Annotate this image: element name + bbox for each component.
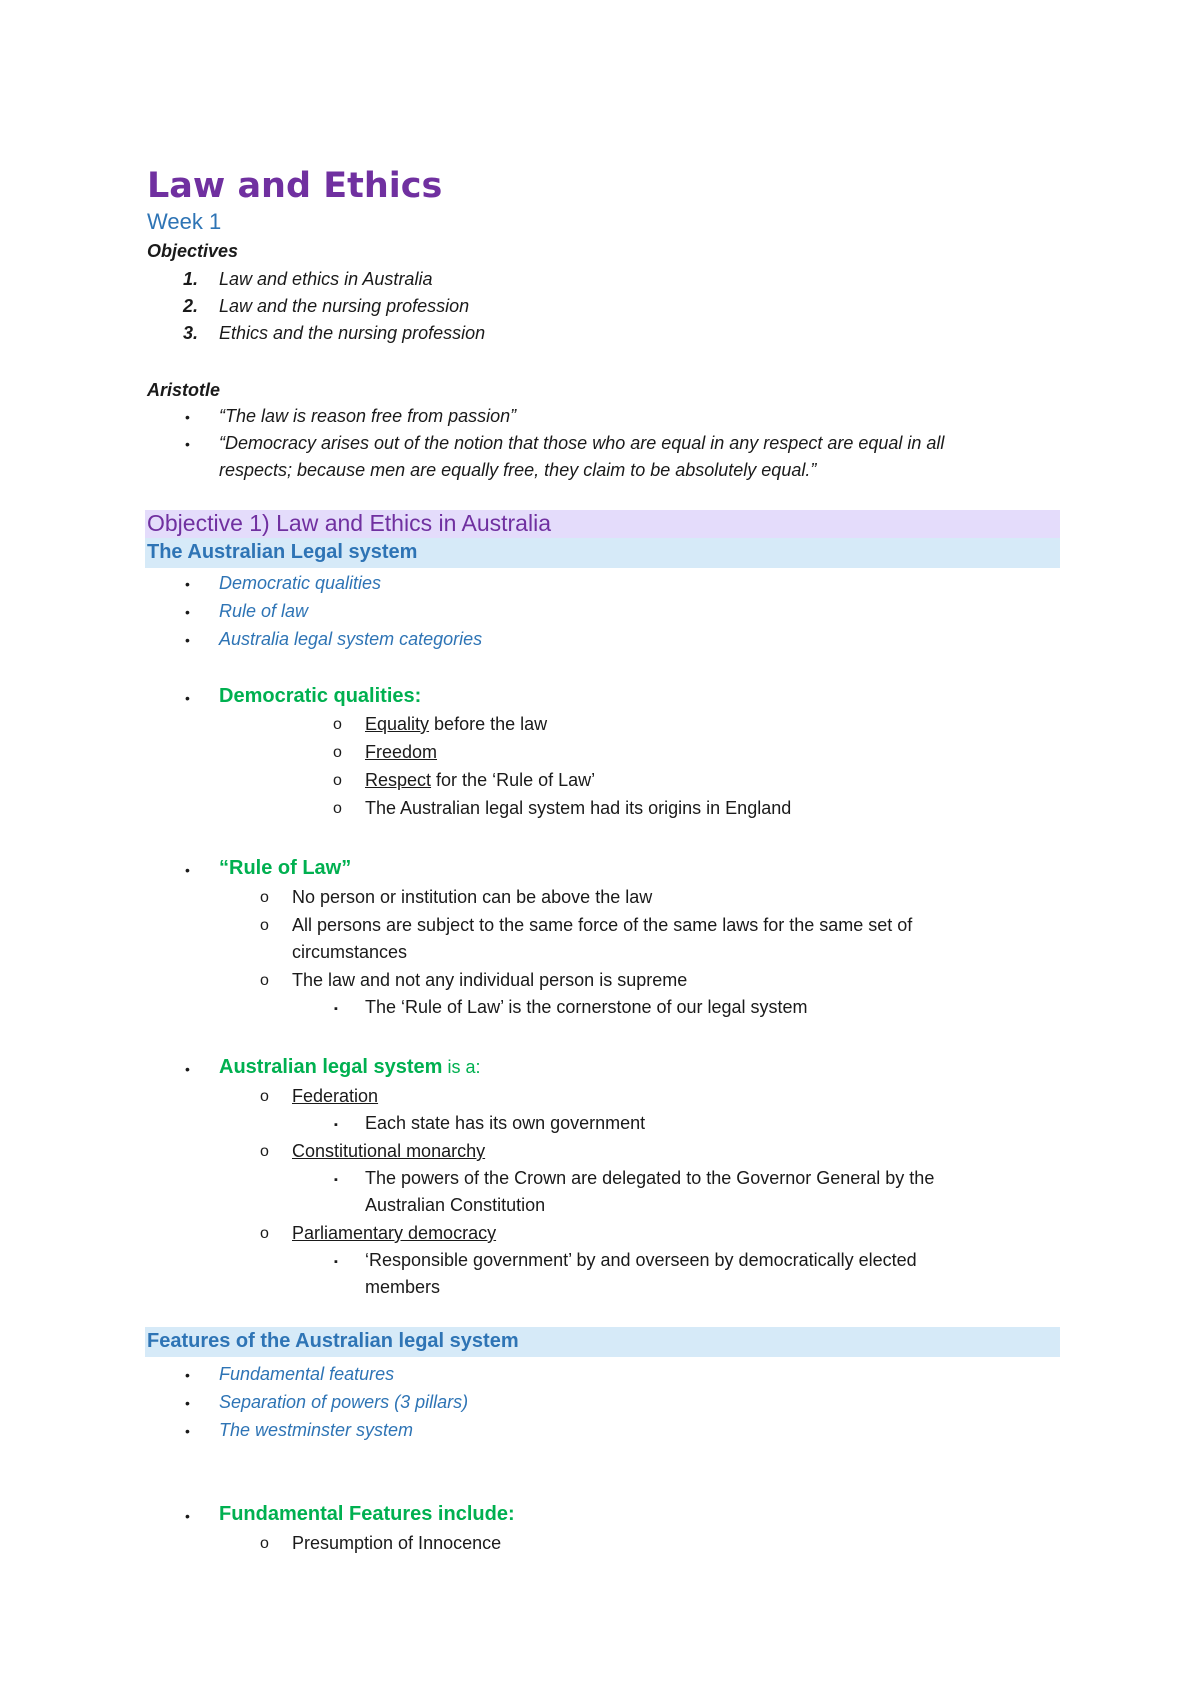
circle-bullet-icon: o [260,1535,269,1552]
legal-system-heading [219,1056,480,1079]
democratic-item [365,742,437,763]
underlined-term: Freedom [365,742,438,762]
week-heading: Week 1 [147,209,222,234]
objective-number: 3. [183,323,199,343]
bullet-icon: • [185,1367,190,1383]
bullet-icon: • [185,1061,190,1077]
bullet-icon: • [185,436,190,452]
rule-item: The law and not any individual person is supreme [292,970,688,990]
circle-bullet-icon: o [260,1088,269,1105]
bullet-icon: • [185,690,190,706]
circle-bullet-icon: o [333,800,342,817]
bullet-icon: • [185,1423,190,1439]
rule-subitem: The ‘Rule of Law’ is the cornerstone of our legal system [365,997,808,1017]
monarchy-subitem-continuation: Australian Constitution [365,1195,546,1215]
fundamental-features-heading: Fundamental Features include: [219,1503,515,1525]
democratic-item: The Australian legal system had its origins in England [365,798,792,818]
rule-item: No person or institution can be above the law [292,887,653,907]
underlined-term: Respect [365,770,432,790]
aristotle-quote-continuation: respects; because men are equally free, they claim to be absolutely equal.” [219,460,817,480]
objective-item: Law and ethics in Australia [219,269,433,289]
democracy-item: Parliamentary democracy [292,1223,497,1243]
rule-item: All persons are subject to the same force of the same laws for the same set of [292,915,913,935]
topic-item: Australia legal system categories [219,629,483,649]
rule-of-law-heading: “Rule of Law” [219,857,352,879]
democratic-item [365,714,547,735]
legal-system-subheading: The Australian Legal system [147,541,418,563]
legal-system-heading-rest: is a: [442,1057,481,1077]
square-bullet-icon: ▪ [334,1119,338,1131]
square-bullet-icon: ▪ [334,1003,338,1015]
bullet-icon: • [185,604,190,620]
objective-item: Law and the nursing profession [219,296,470,316]
bullet-icon: • [185,1395,190,1411]
circle-bullet-icon: o [260,1143,269,1160]
fundamental-item: Presumption of Innocence [292,1533,502,1553]
legal-system-heading-bold: Australian legal system [219,1056,443,1078]
bullet-icon: • [185,862,190,878]
square-bullet-icon: ▪ [334,1256,338,1268]
circle-bullet-icon: o [260,1225,269,1242]
document-title: Law and Ethics [147,166,443,206]
democracy-subitem: ‘Responsible government’ by and overseen by democratically elected [365,1250,917,1270]
democratic-item [365,770,595,791]
topic-item: Separation of powers (3 pillars) [219,1392,469,1412]
monarchy-subitem: The powers of the Crown are delegated to the Governor General by the [365,1168,935,1188]
underlined-term: Equality [365,714,430,734]
bullet-icon: • [185,1508,190,1524]
rule-item-continuation: circumstances [292,942,408,962]
aristotle-heading: Aristotle [147,380,221,400]
objective-number: 2. [183,296,199,316]
objective-item: Ethics and the nursing profession [219,323,486,343]
circle-bullet-icon: o [333,744,342,761]
circle-bullet-icon: o [333,772,342,789]
federation-subitem: Each state has its own government [365,1113,646,1133]
features-heading: Features of the Australian legal system [147,1330,519,1352]
monarchy-item: Constitutional monarchy [292,1141,486,1161]
item-text: for the ‘Rule of Law’ [431,770,596,790]
aristotle-quote: “The law is reason free from passion” [219,406,517,426]
topic-item: Democratic qualities [219,573,382,593]
topic-item: The westminster system [219,1420,414,1440]
bullet-icon: • [185,632,190,648]
objective-number: 1. [183,269,199,289]
federation-item: Federation [292,1086,379,1106]
circle-bullet-icon: o [260,917,269,934]
square-bullet-icon: ▪ [334,1174,338,1186]
topic-item: Fundamental features [219,1364,395,1384]
circle-bullet-icon: o [260,972,269,989]
bullet-icon: • [185,409,190,425]
democratic-qualities-heading: Democratic qualities: [219,685,422,707]
objectives-heading: Objectives [147,241,239,261]
item-text: before the law [429,714,548,734]
aristotle-quote: “Democracy arises out of the notion that those who are equal in any respect are equal in all [219,433,945,453]
objective-1-heading: Objective 1) Law and Ethics in Australia [147,510,551,536]
bullet-icon: • [185,576,190,592]
circle-bullet-icon: o [260,889,269,906]
circle-bullet-icon: o [333,716,342,733]
democracy-subitem-continuation: members [365,1277,441,1297]
topic-item: Rule of law [219,601,309,621]
